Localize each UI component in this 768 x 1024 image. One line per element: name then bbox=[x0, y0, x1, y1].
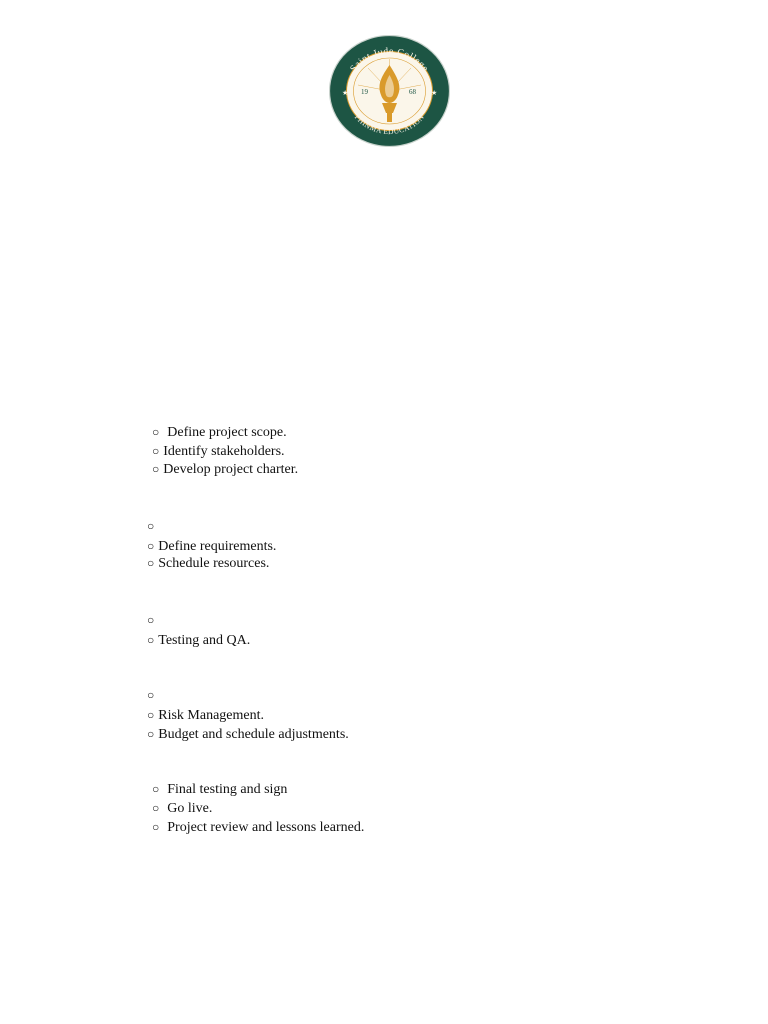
bullet-icon: ○ bbox=[147, 519, 155, 533]
list-item bbox=[147, 706, 264, 725]
list-item bbox=[152, 818, 364, 837]
list-item-text: Develop project charter. bbox=[163, 462, 299, 477]
list-item-text: Testing and QA. bbox=[158, 633, 251, 648]
seal-college-name: Saint Jude College bbox=[348, 46, 431, 75]
seal-year-left: 19 bbox=[361, 88, 368, 96]
svg-text:★: ★ bbox=[342, 89, 349, 97]
list-item-text: Project review and lessons learned. bbox=[167, 820, 365, 835]
list-item-text: Budget and schedule adjustments. bbox=[158, 727, 349, 742]
list-item bbox=[152, 460, 298, 479]
bullet-icon: ○ bbox=[147, 727, 155, 741]
bullet-icon: ○ bbox=[152, 782, 160, 796]
list-item-text: Go live. bbox=[167, 801, 213, 816]
list-item bbox=[147, 631, 250, 650]
list-item bbox=[152, 442, 285, 461]
college-seal-graphic bbox=[329, 35, 450, 147]
seal-year-right: 68 bbox=[409, 88, 416, 96]
bullet-icon: ○ bbox=[152, 462, 160, 476]
list-item bbox=[147, 554, 269, 573]
list-item bbox=[147, 611, 158, 630]
bullet-icon: ○ bbox=[152, 444, 160, 458]
list-item bbox=[147, 725, 349, 744]
list-item-text: Schedule resources. bbox=[158, 556, 270, 571]
list-item bbox=[147, 517, 158, 536]
bullet-icon: ○ bbox=[147, 633, 155, 647]
bullet-icon: ○ bbox=[147, 708, 155, 722]
list-item-text: Define requirements. bbox=[158, 539, 277, 554]
list-item bbox=[152, 423, 287, 442]
list-item-text: Risk Management. bbox=[158, 708, 265, 723]
list-item-text: Identify stakeholders. bbox=[163, 444, 285, 459]
list-item-text: Define project scope. bbox=[167, 425, 287, 440]
list-item-text: Final testing and sign bbox=[167, 782, 288, 797]
bullet-icon: ○ bbox=[147, 613, 155, 627]
college-seal-logo bbox=[329, 35, 450, 147]
list-item bbox=[152, 780, 287, 799]
bullet-icon: ○ bbox=[147, 556, 155, 570]
list-item bbox=[152, 799, 212, 818]
seal-subtitle: PHINMA EDUCATION bbox=[352, 112, 427, 137]
svg-text:★: ★ bbox=[431, 89, 438, 97]
bullet-icon: ○ bbox=[152, 425, 160, 439]
bullet-icon: ○ bbox=[147, 688, 155, 702]
list-item bbox=[147, 686, 158, 705]
bullet-icon: ○ bbox=[152, 801, 160, 815]
bullet-icon: ○ bbox=[152, 820, 160, 834]
bullet-icon: ○ bbox=[147, 539, 155, 553]
